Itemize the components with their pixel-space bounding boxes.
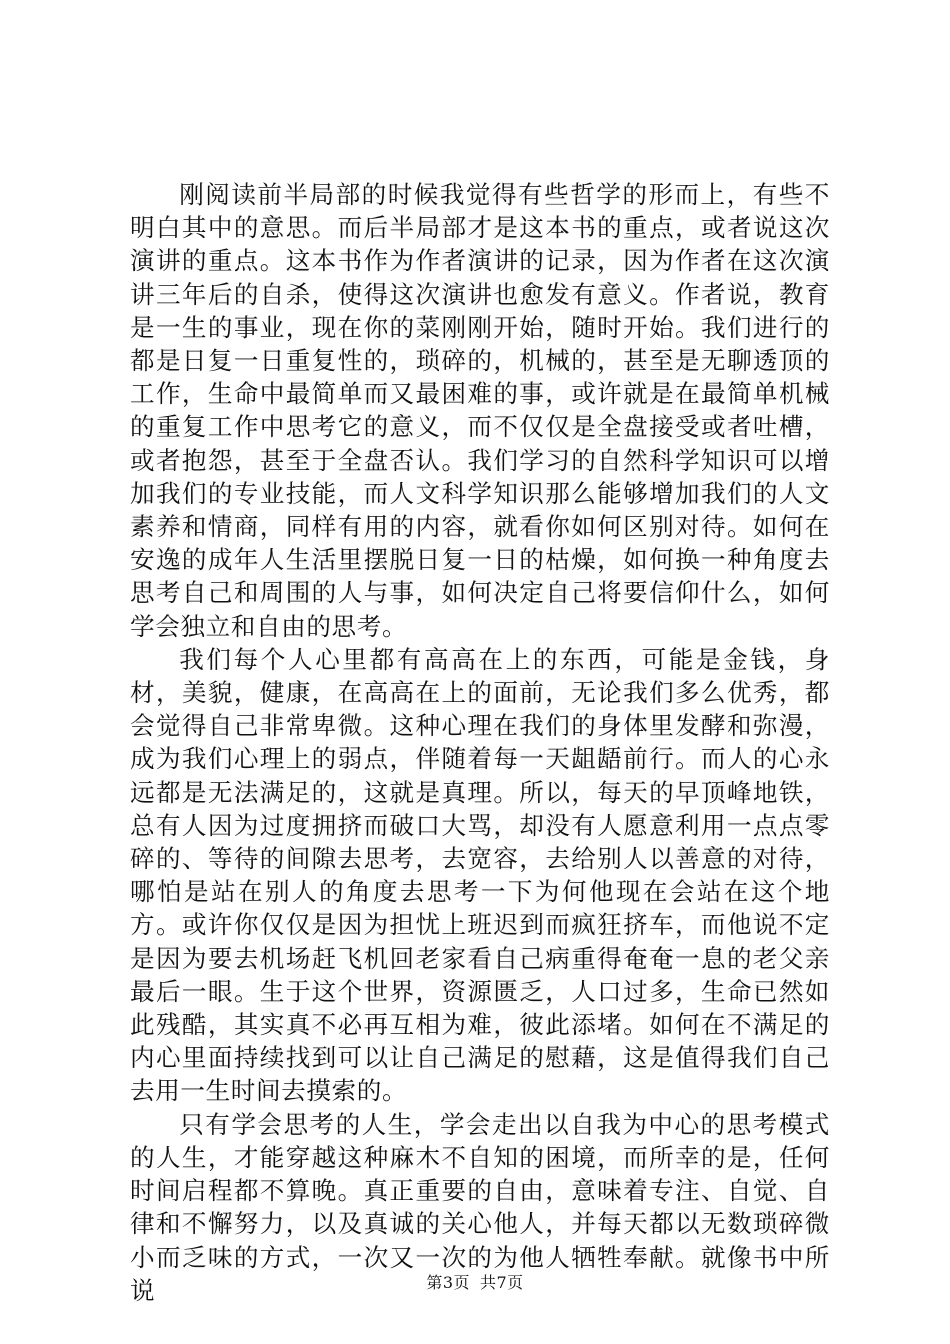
paragraph-1: 刚阅读前半局部的时候我觉得有些哲学的形而上，有些不明白其中的意思。而后半局部才是这本书的重点，或者说这次演讲的重点。这本书作为作者演讲的记录，因为作者在这次演讲三年后的自杀，使得这次演讲也愈发有意义。作者说，教育是一生的事业，现在你的菜刚刚开始，随时开始。我们进行的都是日复一日重复性的，琐碎的，机械的，甚至是无聊透顶的工作，生命中最简单而又最困难的事，或许就是在最简单机械的重复工作中思考它的意义，而不仅仅是全盘接受或者吐槽，或者抱怨，甚至于全盘否认。我们学习的自然科学知识可以增加我们的专业技能，而人文科学知识那么能够增加我们的人文素养和情商，同样有用的内容，就看你如何区别对待。如何在安逸的成年人生活里摆脱日复一日的枯燥，如何换一种角度去思考自己和周围的人与事，如何决定自己将要信仰什么，如何学会独立和自由的思考。 bbox=[130, 180, 830, 641]
page-total: 共7页 bbox=[480, 1273, 524, 1292]
page-number: 第3页 bbox=[426, 1273, 470, 1292]
paragraph-2: 我们每个人心里都有高高在上的东西，可能是金钱，身材，美貌，健康，在高高在上的面前，无论我们多么优秀，都会觉得自己非常卑微。这种心理在我们的身体里发酵和弥漫，成为我们心理上的弱点，伴随着每一天龃龉前行。而人的心永远都是无法满足的，这就是真理。所以，每天的早顶峰地铁，总有人因为过度拥挤而破口大骂，却没有人愿意利用一点点零碎的、等待的间隙去思考，去宽容，去给别人以善意的对待，哪怕是站在别人的角度去思考一下为何他现在会站在这个地方。或许你仅仅是因为担忧上班迟到而疯狂挤车，而他说不定是因为要去机场赶飞机回老家看自己病重得奄奄一息的老父亲最后一眼。生于这个世界，资源匮乏，人口过多，生命已然如此残酷，其实真不必再互相为难，彼此添堵。如何在不满足的内心里面持续找到可以让自己满足的慰藉，这是值得我们自己去用一生时间去摸索的。 bbox=[130, 644, 830, 1106]
page-footer bbox=[0, 1273, 950, 1293]
body-text bbox=[130, 178, 830, 1307]
paragraph-3: 只有学会思考的人生，学会走出以自我为中心的思考模式的人生，才能穿越这种麻木不自知的困境，而所幸的是，任何时间启程都不算晚。真正重要的自由，意味着专注、自觉、自律和不懈努力，以及真诚的关心他人，并每天都以无数琐碎微小而乏味的方式，一次又一次的为他人牺牲奉献。就像书中所说 bbox=[130, 1109, 830, 1305]
